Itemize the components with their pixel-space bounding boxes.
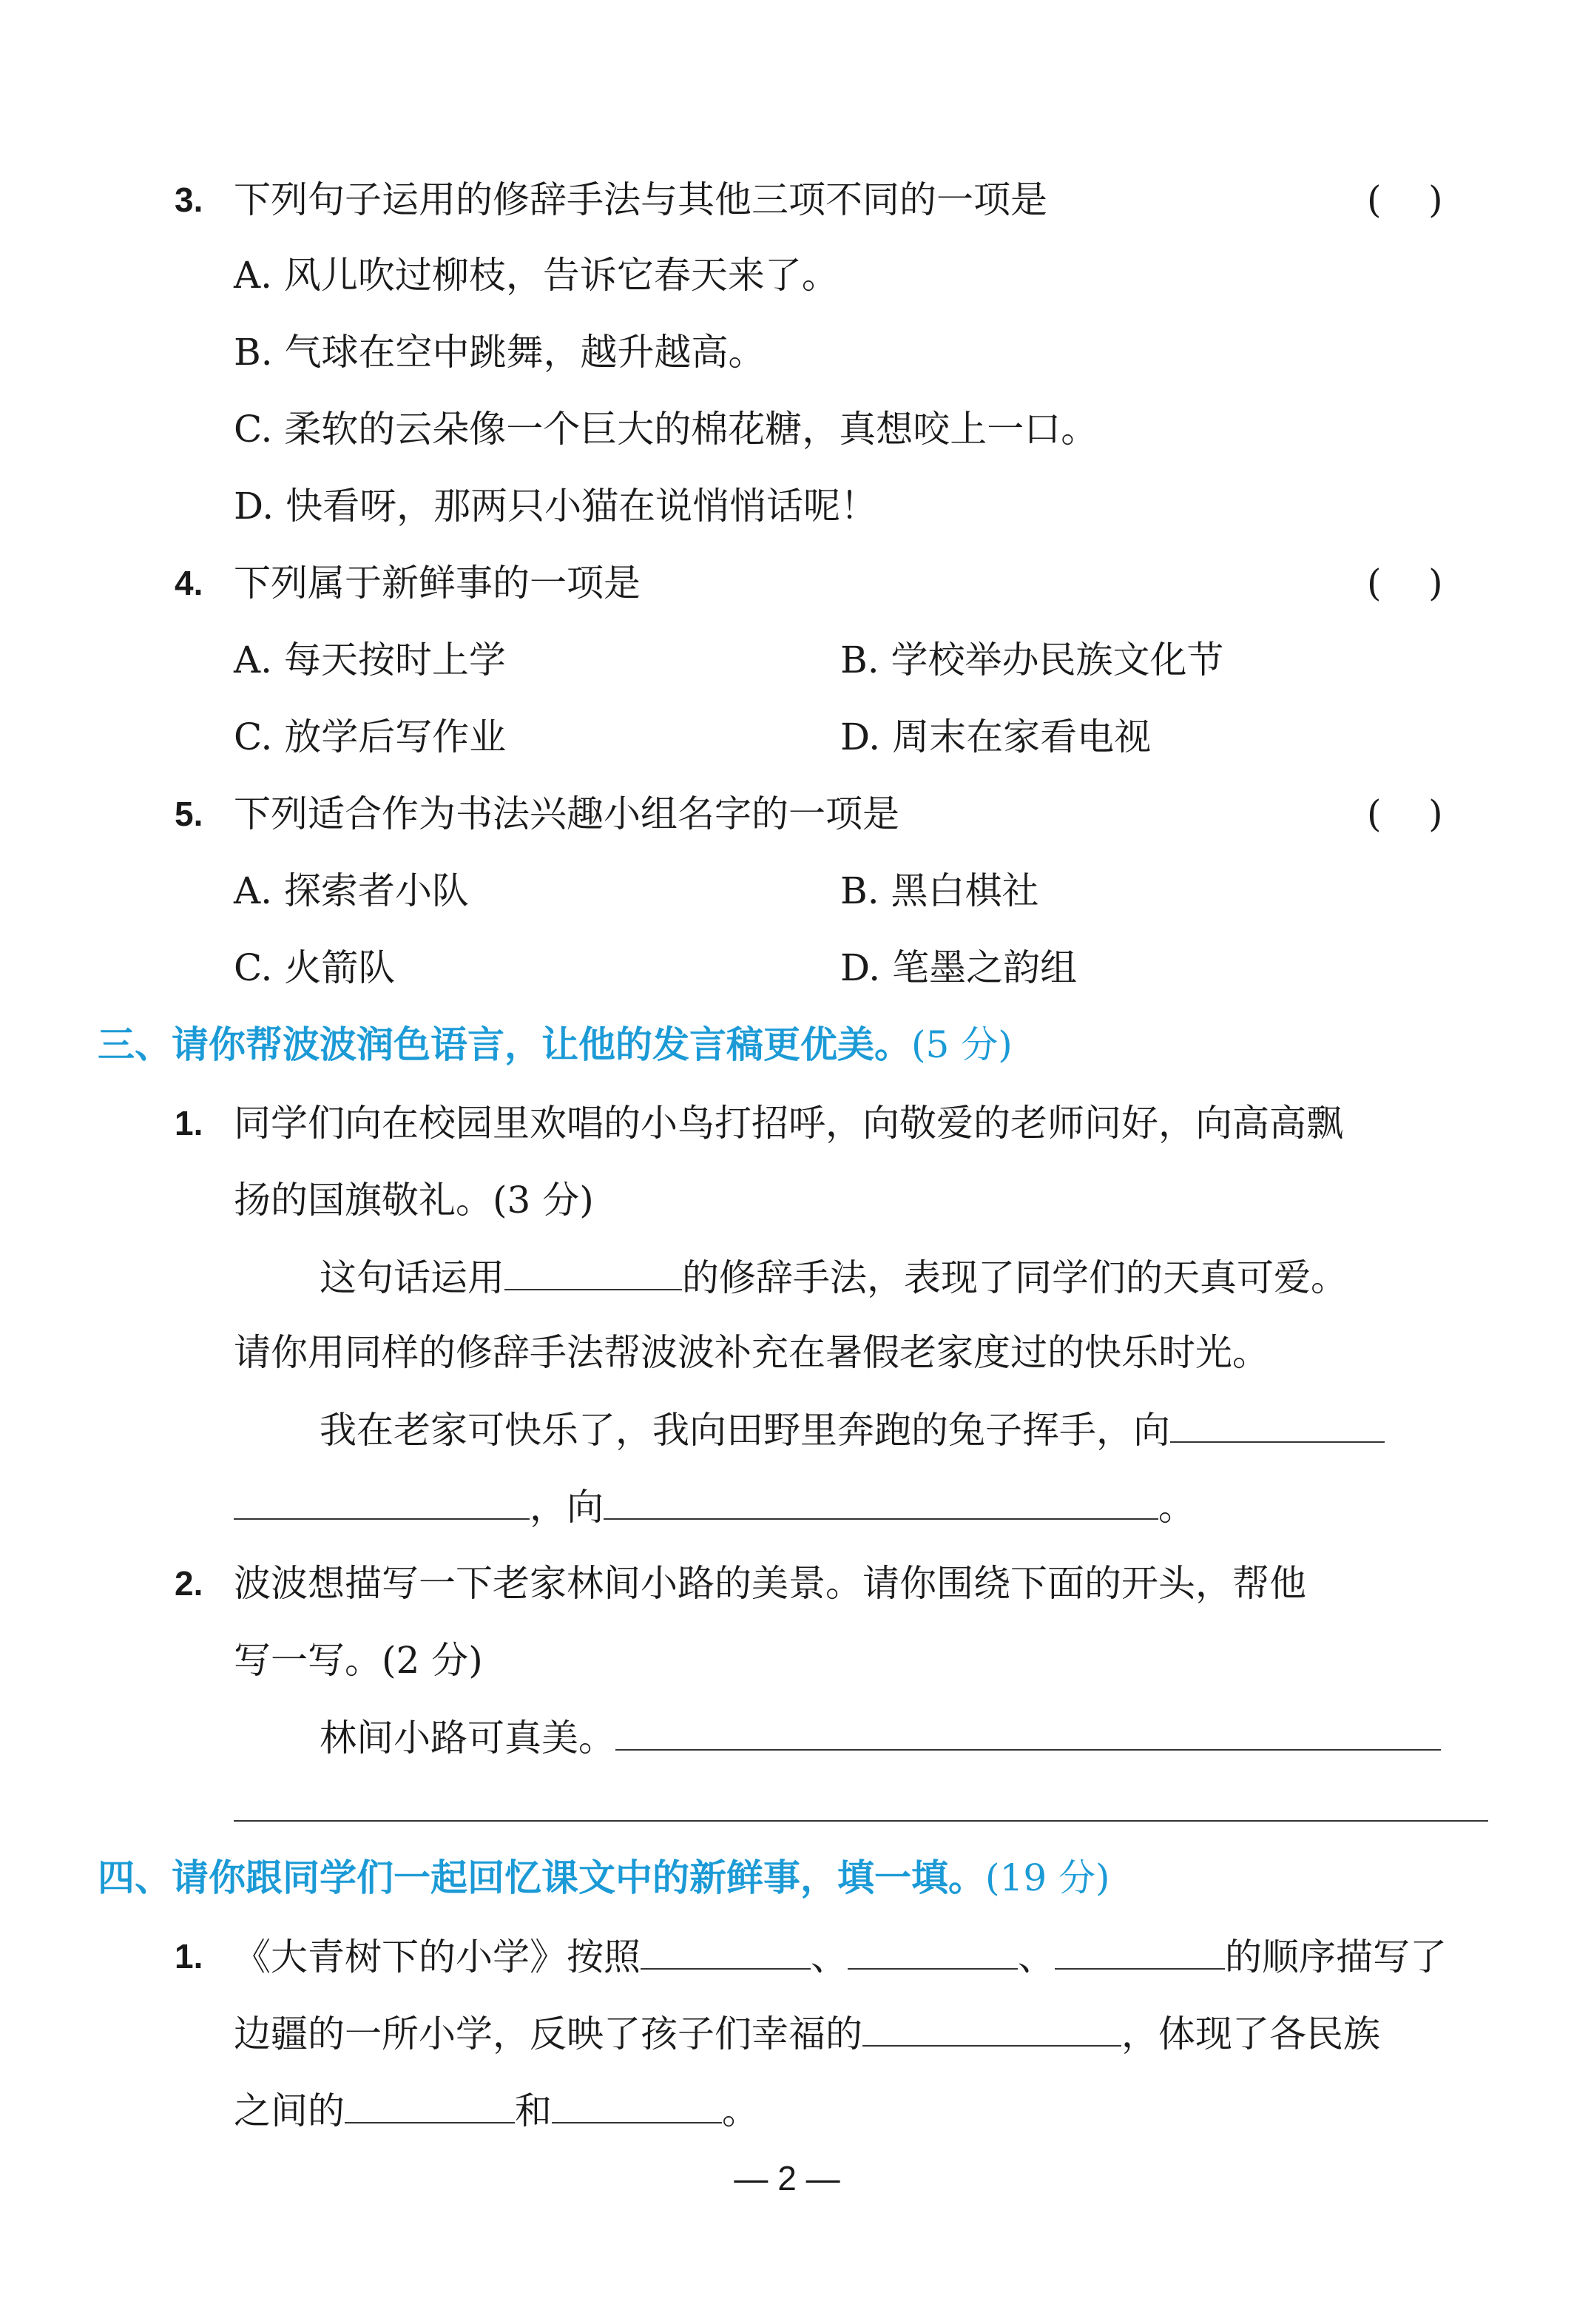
s4-q1-l1-c: 、 bbox=[1018, 1936, 1055, 1978]
section3-title: 三、请你帮波波润色语言，让他的发言稿更优美。 bbox=[98, 1023, 911, 1066]
q4-option-b: B. 学校举办民族文化节 bbox=[840, 639, 1224, 681]
s4-q1-blank-5[interactable] bbox=[345, 2088, 515, 2123]
s3-q1-blank-3[interactable] bbox=[234, 1484, 530, 1520]
q3-number: 3. bbox=[175, 181, 203, 219]
s3-q2-blank-1[interactable] bbox=[615, 1715, 1441, 1751]
q5-option-d: D. 笔墨之韵组 bbox=[840, 946, 1078, 989]
s4-q1-l3-c: 。 bbox=[722, 2089, 759, 2132]
q4-option-c: C. 放学后写作业 bbox=[234, 715, 507, 758]
s3-q2-number: 2. bbox=[175, 1564, 203, 1603]
section4-points: (19 分) bbox=[985, 1856, 1110, 1899]
section4-heading bbox=[98, 1856, 1110, 1900]
s3-q2-line2: 写一写。(2 分) bbox=[234, 1639, 483, 1682]
s3-q2-line3 bbox=[320, 1715, 1441, 1760]
s3-q1-line6 bbox=[234, 1484, 1195, 1529]
s3-q1-line2: 扬的国旗敬礼。(3 分) bbox=[234, 1179, 594, 1222]
s3-q1-line5-text: 我在老家可快乐了，我向田野里奔跑的兔子挥手，向 bbox=[320, 1409, 1170, 1452]
q4-option-d: D. 周末在家看电视 bbox=[840, 715, 1152, 758]
q3-option-b: B. 气球在空中跳舞，越升越高。 bbox=[234, 331, 766, 374]
s4-q1-l1-a: 《大青树下的小学》按照 bbox=[234, 1936, 641, 1978]
s4-q1-l2-a: 边疆的一所小学，反映了孩子们幸福的 bbox=[234, 2013, 862, 2055]
s3-q1-line6-a: ，向 bbox=[530, 1486, 604, 1529]
q3-answer-paren[interactable]: ( ) bbox=[1367, 178, 1443, 221]
q5-option-c: C. 火箭队 bbox=[234, 946, 396, 989]
s3-q1-line5 bbox=[320, 1407, 1385, 1452]
q5-answer-paren[interactable]: ( ) bbox=[1367, 792, 1443, 835]
s3-q2-line1: 波波想描写一下老家林间小路的美景。请你围绕下面的开头，帮他 bbox=[234, 1562, 1306, 1605]
s4-q1-l3-b: 和 bbox=[515, 2089, 552, 2132]
q3-option-d: D. 快看呀，那两只小猫在说悄悄话呢！ bbox=[234, 485, 878, 528]
s3-q1-line1: 同学们向在校园里欢唱的小鸟打招呼，向敬爱的老师问好，向高高飘 bbox=[234, 1102, 1343, 1145]
section3-points: (5 分) bbox=[911, 1023, 1013, 1066]
s3-q1-blank-2[interactable] bbox=[1170, 1407, 1385, 1443]
q4-option-a: A. 每天按时上学 bbox=[234, 639, 506, 681]
q3-option-c: C. 柔软的云朵像一个巨大的棉花糖，真想咬上一口。 bbox=[234, 408, 1098, 451]
s4-q1-blank-3[interactable] bbox=[1055, 1934, 1225, 1970]
s4-q1-l3-a: 之间的 bbox=[234, 2089, 345, 2132]
s4-q1-blank-2[interactable] bbox=[848, 1934, 1018, 1970]
s3-q1-line3-a: 这句话运用 bbox=[320, 1256, 504, 1299]
q3-stem: 下列句子运用的修辞手法与其他三项不同的一项是 bbox=[234, 178, 1047, 221]
s4-q1-l1-d: 的顺序描写了 bbox=[1225, 1936, 1447, 1978]
section3-heading bbox=[98, 1023, 1013, 1067]
s3-q1-number: 1. bbox=[175, 1104, 203, 1142]
q5-option-a: A. 探索者小队 bbox=[234, 869, 469, 912]
q5-option-b: B. 黑白棋社 bbox=[840, 869, 1039, 912]
s3-q1-line6-b: 。 bbox=[1158, 1486, 1195, 1529]
s3-q1-line3 bbox=[320, 1255, 1348, 1300]
s3-q1-blank-4[interactable] bbox=[604, 1484, 1158, 1520]
q5-number: 5. bbox=[175, 795, 203, 833]
s4-q1-blank-6[interactable] bbox=[552, 2088, 722, 2123]
q3-option-a: A. 风儿吹过柳枝，告诉它春天来了。 bbox=[234, 254, 839, 297]
s3-q1-line3-b: 的修辞手法，表现了同学们的天真可爱。 bbox=[682, 1256, 1348, 1299]
s4-q1-line3 bbox=[234, 2088, 759, 2133]
s4-q1-l1-b: 、 bbox=[811, 1936, 848, 1978]
q4-answer-paren[interactable]: ( ) bbox=[1367, 562, 1443, 604]
q4-number: 4. bbox=[175, 564, 203, 602]
s4-q1-l2-b: ，体现了各民族 bbox=[1121, 2013, 1380, 2055]
s3-q1-blank-rhetoric[interactable] bbox=[504, 1255, 682, 1290]
s4-q1-blank-4[interactable] bbox=[862, 2011, 1121, 2047]
page-number: — 2 — bbox=[734, 2159, 840, 2197]
s3-q1-line4: 请你用同样的修辞手法帮波波补充在暑假老家度过的快乐时光。 bbox=[234, 1331, 1269, 1374]
s3-q2-line3-text: 林间小路可真美。 bbox=[320, 1717, 615, 1759]
s4-q1-number: 1. bbox=[175, 1937, 203, 1976]
s4-q1-line2 bbox=[234, 2011, 1380, 2056]
q5-stem: 下列适合作为书法兴趣小组名字的一项是 bbox=[234, 792, 899, 835]
q4-stem: 下列属于新鲜事的一项是 bbox=[234, 562, 641, 604]
s3-q2-answer-line[interactable] bbox=[234, 1820, 1488, 1822]
s4-q1-blank-1[interactable] bbox=[641, 1934, 811, 1970]
section4-title: 四、请你跟同学们一起回忆课文中的新鲜事，填一填。 bbox=[98, 1856, 985, 1899]
s4-q1-line1 bbox=[234, 1934, 1447, 1979]
